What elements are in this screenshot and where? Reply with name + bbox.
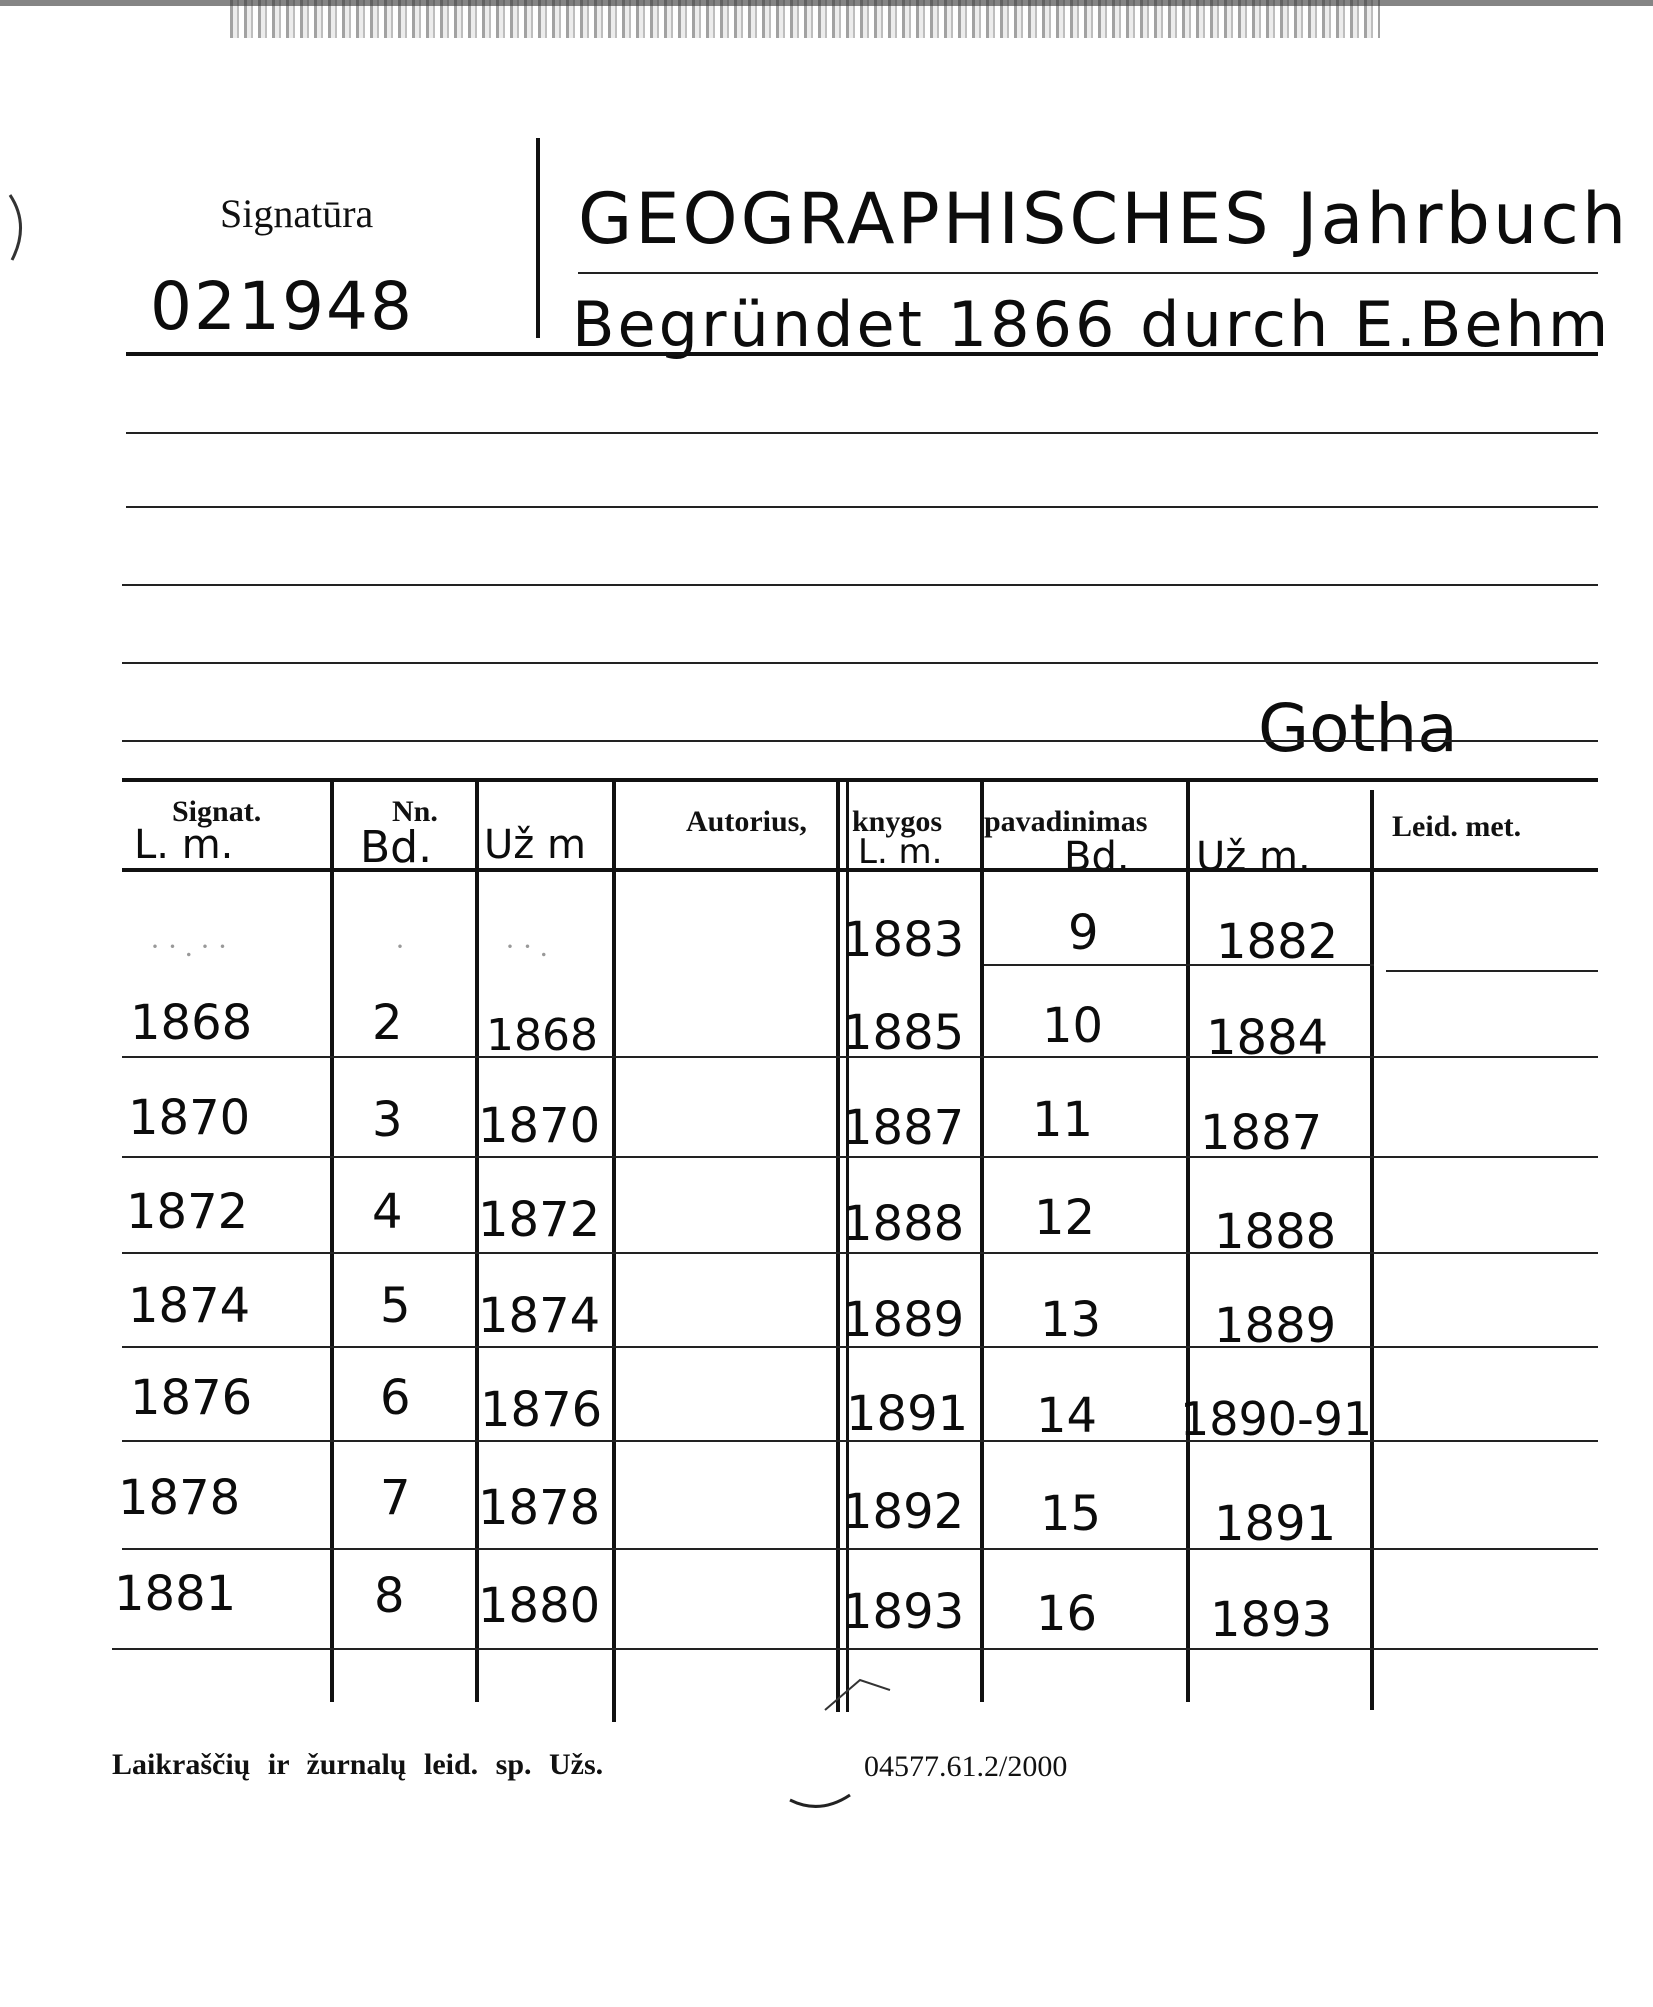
row-rule [122, 1056, 1598, 1058]
cell-uzm1: 1874 [478, 1288, 601, 1344]
cell-bd2: 16 [1036, 1586, 1098, 1642]
publication-place: Gotha [1258, 690, 1458, 767]
cell-uzm1: 1868 [486, 1010, 598, 1061]
illegible-mark: · · . [505, 930, 548, 963]
row-rule [984, 964, 1374, 966]
cell-lm2: 1887 [842, 1100, 965, 1156]
cell-uzm1: 1876 [480, 1382, 603, 1438]
cell-lm2: 1885 [842, 1005, 965, 1061]
title-line-1: GEOGRAPHISCHES Jahrbuch [578, 178, 1630, 260]
cell-bd1: 7 [380, 1470, 411, 1526]
ruled-line [122, 740, 1598, 742]
header-autorius: Autorius, [686, 805, 807, 838]
column-divider [1186, 782, 1190, 1702]
column-divider [980, 782, 984, 1702]
cell-bd2: 15 [1040, 1486, 1102, 1542]
cell-lm2: 1889 [842, 1292, 965, 1348]
card-top-edge [0, 0, 1653, 6]
header-pavadinimas: pavadinimas [984, 805, 1148, 838]
order-number: 04577.61.2/2000 [864, 1750, 1068, 1783]
header-divider [536, 138, 540, 338]
cell-uzm2: 1888 [1214, 1204, 1337, 1260]
cell-uzm2: 1887 [1200, 1105, 1323, 1161]
printer-imprint: Laikraščių ir žurnalų leid. sp. Užs. [112, 1748, 604, 1781]
cell-uzm2: 1890-91 [1180, 1392, 1373, 1446]
cell-lm1: 1872 [126, 1184, 249, 1240]
cell-bd2: 14 [1036, 1388, 1098, 1444]
cell-lm1: 1881 [114, 1566, 237, 1622]
pen-mark [820, 1670, 900, 1730]
header-signat: Signat. [172, 795, 262, 828]
cell-lm2: 1883 [842, 912, 965, 968]
header-uzm-1: Už m [484, 822, 586, 868]
cell-bd1: 3 [372, 1092, 403, 1148]
ruled-line [122, 662, 1598, 664]
header-underline [122, 868, 1598, 872]
illegible-mark: · · . · · [150, 930, 228, 963]
title-line-2: Begründet 1866 durch E.Behm [572, 288, 1612, 361]
row-rule [112, 1648, 1598, 1650]
cell-lm2: 1893 [842, 1584, 965, 1640]
cell-bd2: 10 [1042, 998, 1104, 1054]
row-rule [122, 1252, 1598, 1254]
pen-mark [780, 1740, 870, 1820]
cell-lm2: 1892 [842, 1484, 965, 1540]
header-lm-2: L. m. [858, 832, 943, 872]
cell-lm2: 1888 [842, 1196, 965, 1252]
cell-uzm1: 1870 [478, 1098, 601, 1154]
cell-bd1: 4 [372, 1184, 403, 1240]
signatura-label: Signatūra [220, 191, 374, 236]
row-rule [122, 1440, 1598, 1442]
column-divider [330, 782, 334, 1702]
cell-uzm1: 1880 [478, 1578, 601, 1634]
cell-bd1: 5 [380, 1278, 411, 1334]
cell-lm1: 1870 [128, 1090, 251, 1146]
cell-uzm2: 1891 [1214, 1496, 1337, 1552]
header-knygos: knygos [852, 805, 943, 838]
row-rule [122, 1548, 1598, 1550]
cell-bd2: 11 [1032, 1092, 1094, 1148]
header-uzm-2: Už m. [1196, 834, 1311, 880]
cell-lm1: 1876 [130, 1370, 253, 1426]
table-top-rule [122, 778, 1598, 782]
call-number: 021948 [150, 268, 414, 345]
cell-bd1: 2 [372, 995, 403, 1051]
cell-uzm1: 1872 [478, 1192, 601, 1248]
column-divider [1370, 790, 1374, 1710]
row-rule [122, 1346, 1598, 1348]
illegible-mark: · [395, 930, 405, 963]
cell-lm1: 1874 [128, 1278, 251, 1334]
cell-uzm2: 1893 [1210, 1592, 1333, 1648]
ruled-line [578, 272, 1598, 274]
edge-mark [0, 190, 40, 270]
header-bd-1: Bd. [360, 822, 433, 873]
header-leid-met: Leid. met. [1392, 810, 1522, 843]
row-rule [122, 1156, 1598, 1158]
header-nn: Nn. [392, 795, 438, 828]
header-bd-2: Bd. [1064, 834, 1130, 880]
column-divider [836, 782, 840, 1712]
cell-lm1: 1868 [130, 995, 253, 1051]
header-lm-1: L. m. [134, 822, 234, 868]
cell-uzm2: 1889 [1214, 1298, 1337, 1354]
cell-bd2: 12 [1034, 1190, 1096, 1246]
ruled-line [126, 352, 1598, 356]
cell-lm2: 1891 [846, 1386, 969, 1442]
ruled-line [122, 584, 1598, 586]
ruled-line [126, 506, 1598, 508]
cell-uzm1: 1878 [478, 1480, 601, 1536]
cell-bd2: 13 [1040, 1292, 1102, 1348]
row-rule [1386, 970, 1598, 972]
cell-lm1: 1878 [118, 1470, 241, 1526]
cell-uzm2: 1882 [1216, 914, 1339, 970]
cell-bd1: 6 [380, 1370, 411, 1426]
ruled-line [126, 432, 1598, 434]
cell-bd1: 8 [374, 1568, 405, 1624]
cell-uzm2: 1884 [1206, 1010, 1329, 1066]
cell-bd2: 9 [1068, 905, 1099, 961]
